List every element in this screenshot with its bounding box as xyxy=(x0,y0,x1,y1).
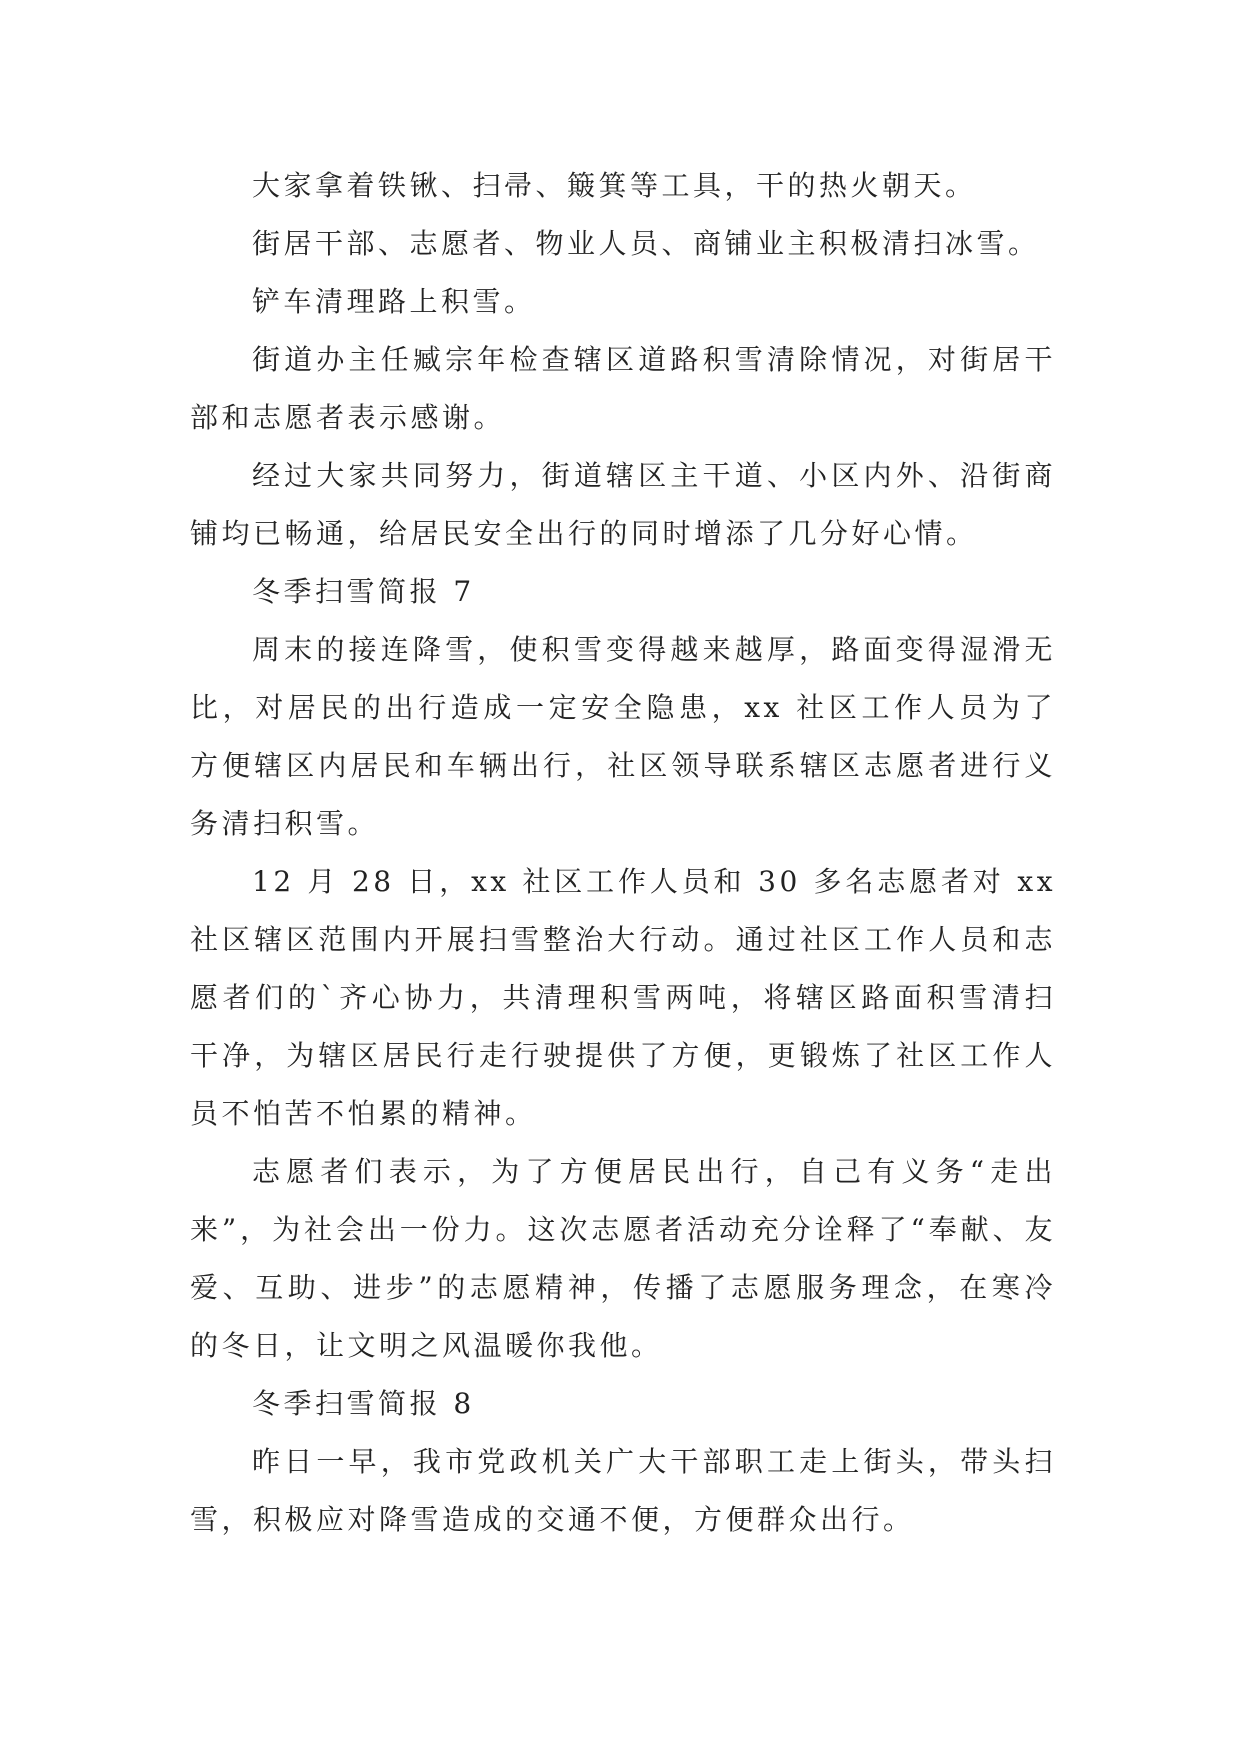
paragraph-dec-28: 12 月 28 日，xx 社区工作人员和 30 多名志愿者对 xx 社区辖区范围内开展扫雪整治大行动。通过社区工作人员和志愿者们的`齐心协力，共清理积雪两吨，将辖区路面积雪清扫干净，为辖区居民行走行驶提供了方便，更锻炼了社区工作人员不怕苦不怕累的精神。 xyxy=(190,865,1056,1130)
paragraph-result: 经过大家共同努力，街道辖区主干道、小区内外、沿街商铺均已畅通，给居民安全出行的同时增添了几分好心情。 xyxy=(190,459,1056,550)
paragraph-tools: 大家拿着铁锹、扫帚、簸箕等工具，干的热火朝天。 xyxy=(252,169,977,202)
paragraph-weekend-snow: 周末的接连降雪，使积雪变得越来越厚，路面变得湿滑无比，对居民的出行造成一定安全隐患，xx 社区工作人员为了方便辖区内居民和车辆出行，社区领导联系辖区志愿者进行义务清扫积雪。 xyxy=(190,633,1056,840)
paragraph-volunteers-statement: 志愿者们表示，为了方便居民出行，自己有义务“走出来”，为社会出一份力。这次志愿者活动充分诠释了“奉献、友爱、互助、进步”的志愿精神，传播了志愿服务理念，在寒冷的冬日，让文明之风温暖你我他。 xyxy=(190,1155,1056,1362)
section-heading-7: 冬季扫雪简报 7 xyxy=(252,575,475,608)
paragraph-director-inspection: 街道办主任臧宗年检查辖区道路积雪清除情况，对街居干部和志愿者表示感谢。 xyxy=(190,343,1056,434)
section-heading-8: 冬季扫雪简报 8 xyxy=(252,1387,475,1420)
paragraph-shovel-truck: 铲车清理路上积雪。 xyxy=(252,285,536,318)
paragraph-participants: 街居干部、志愿者、物业人员、商铺业主积极清扫冰雪。 xyxy=(252,227,1040,260)
paragraph-cadres-sweeping: 昨日一早，我市党政机关广大干部职工走上街头，带头扫雪，积极应对降雪造成的交通不便，方便群众出行。 xyxy=(190,1445,1056,1536)
document-body xyxy=(190,157,1056,1549)
